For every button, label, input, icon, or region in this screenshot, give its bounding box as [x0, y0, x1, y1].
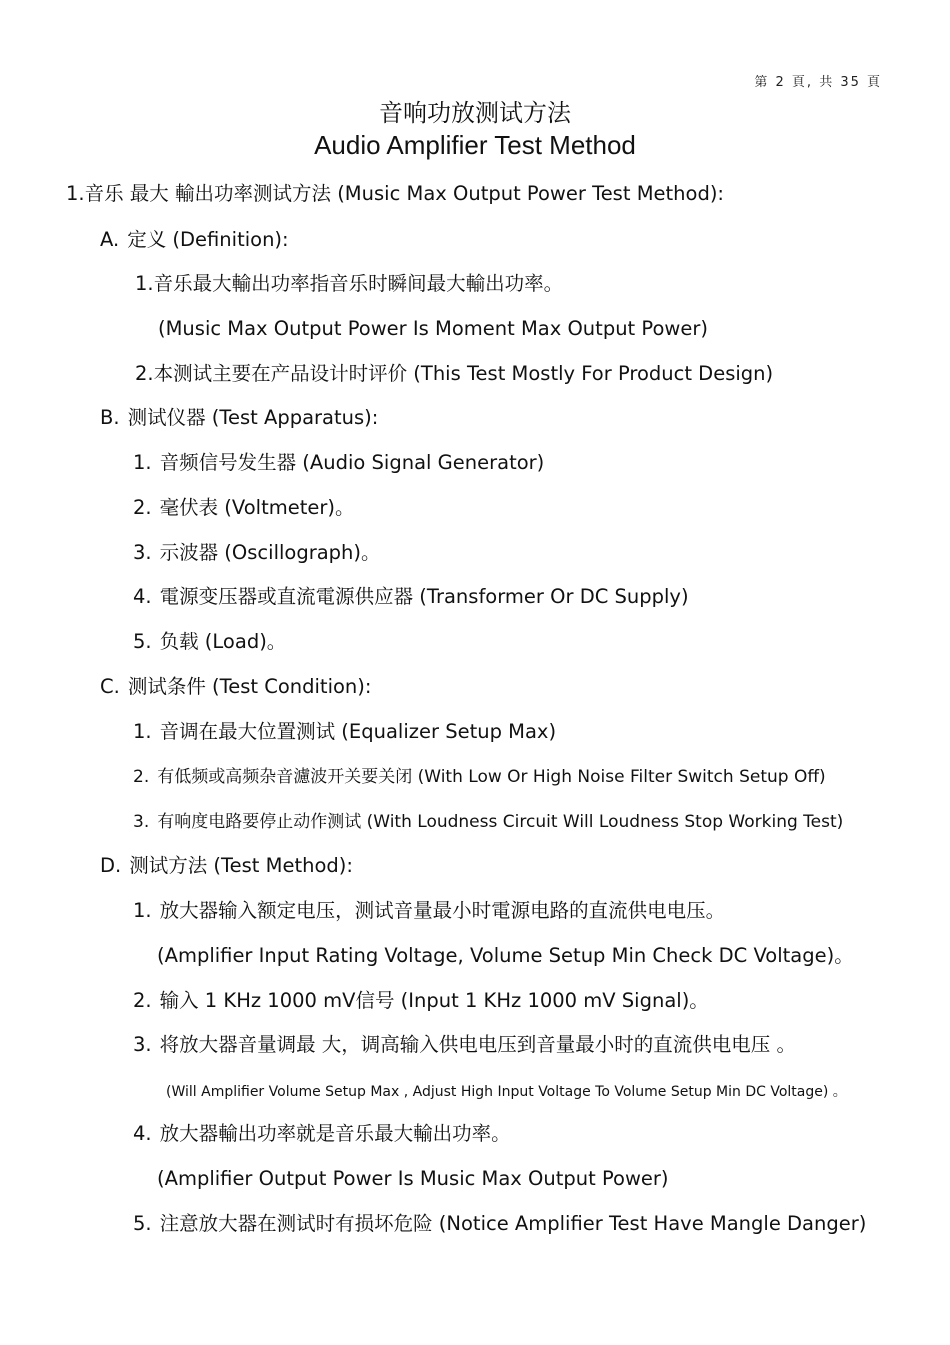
- subsection-b-heading: [100, 406, 378, 430]
- list-number: 1.: [133, 451, 152, 474]
- list-number: 4.: [133, 585, 152, 608]
- subsection-a-title: 定义 (Definition):: [127, 228, 289, 251]
- list-text: 有响度电路要停止动作测试 (With Loudness Circuit Will Loudness Stop Working Test): [157, 812, 844, 832]
- list-text: 音频信号发生器 (Audio Signal Generator): [159, 451, 545, 474]
- section-1-heading: 1.音乐 最大 輸出功率测试方法 (Music Max Output Power Test Method):: [66, 182, 725, 205]
- subsection-d-label: D.: [100, 854, 122, 877]
- definition-item-2: 2.本测试主要在产品设计时评价 (This Test Mostly For Product Design): [135, 362, 774, 385]
- method-item: [133, 989, 709, 1013]
- method-item: [133, 1033, 796, 1057]
- apparatus-item: [133, 630, 286, 654]
- method-item-english: (Will Amplifier Volume Setup Max , Adjust High Input Voltage To Volume Setup Min DC Voltage) 。: [166, 1084, 847, 1100]
- apparatus-item: [133, 496, 355, 520]
- subsection-c-heading: [100, 675, 371, 699]
- apparatus-item: [133, 585, 689, 609]
- list-text: 電源变压器或直流電源供应器 (Transformer Or DC Supply): [159, 585, 689, 608]
- list-number: 3.: [133, 812, 150, 832]
- definition-item-1: 1.音乐最大輸出功率指音乐时瞬间最大輸出功率。: [135, 272, 564, 295]
- list-number: 1.: [133, 720, 152, 743]
- document-title-english: Audio Amplifier Test Method: [314, 130, 636, 160]
- subsection-d-title: 测试方法 (Test Method):: [129, 854, 353, 877]
- list-text: 输入 1 KHz 1000 mV信号 (Input 1 KHz 1000 mV Signal)。: [159, 989, 709, 1012]
- method-item-english: (Amplifier Input Rating Voltage, Volume Setup Min Check DC Voltage)。: [157, 944, 854, 967]
- list-number: 5.: [133, 630, 152, 653]
- list-number: 2.: [133, 989, 152, 1012]
- page-number-header: 第 2 頁, 共 35 頁: [754, 75, 882, 90]
- method-item: [133, 899, 725, 923]
- method-item-english: (Amplifier Output Power Is Music Max Output Power): [157, 1167, 669, 1190]
- condition-item: [133, 720, 556, 744]
- list-text: 音调在最大位置测试 (Equalizer Setup Max): [159, 720, 557, 743]
- list-text: 有低频或高频杂音濾波开关要关闭 (With Low Or High Noise Filter Switch Setup Off): [157, 767, 826, 787]
- list-number: 1.: [133, 899, 152, 922]
- list-number: 2.: [133, 767, 150, 787]
- list-number: 5.: [133, 1212, 152, 1235]
- subsection-a-label: A.: [100, 228, 120, 251]
- condition-item: [133, 810, 843, 834]
- list-number: 2.: [133, 496, 152, 519]
- list-text: 放大器输入额定电压，测试音量最小时電源电路的直流供电电压。: [159, 899, 726, 922]
- list-text: 将放大器音量调最 大，调高输入供电电压到音量最小时的直流供电电压 。: [159, 1033, 797, 1056]
- list-number: 4.: [133, 1122, 152, 1145]
- subsection-c-title: 测试条件 (Test Condition):: [127, 675, 372, 698]
- method-item: [133, 1212, 866, 1236]
- condition-item: [133, 765, 826, 789]
- list-text: 放大器輸出功率就是音乐最大輸出功率。: [159, 1122, 511, 1145]
- subsection-a-heading: [100, 228, 289, 252]
- definition-item-1-english: (Music Max Output Power Is Moment Max Output Power): [158, 317, 708, 340]
- list-text: 负载 (Load)。: [159, 630, 287, 653]
- subsection-c-label: C.: [100, 675, 120, 698]
- document-title-chinese: 音响功放测试方法: [379, 99, 571, 127]
- subsection-d-heading: [100, 854, 353, 878]
- apparatus-item: [133, 451, 544, 475]
- list-text: 毫伏表 (Voltmeter)。: [159, 496, 355, 519]
- subsection-b-title: 测试仪器 (Test Apparatus):: [127, 406, 379, 429]
- list-text: 示波器 (Oscillograph)。: [159, 541, 381, 564]
- subsection-b-label: B.: [100, 406, 120, 429]
- list-number: 3.: [133, 1033, 152, 1056]
- list-number: 3.: [133, 541, 152, 564]
- method-item: [133, 1122, 511, 1146]
- apparatus-item: [133, 541, 381, 565]
- list-text: 注意放大器在测试时有损坏危险 (Notice Amplifier Test Have Mangle Danger): [159, 1212, 867, 1235]
